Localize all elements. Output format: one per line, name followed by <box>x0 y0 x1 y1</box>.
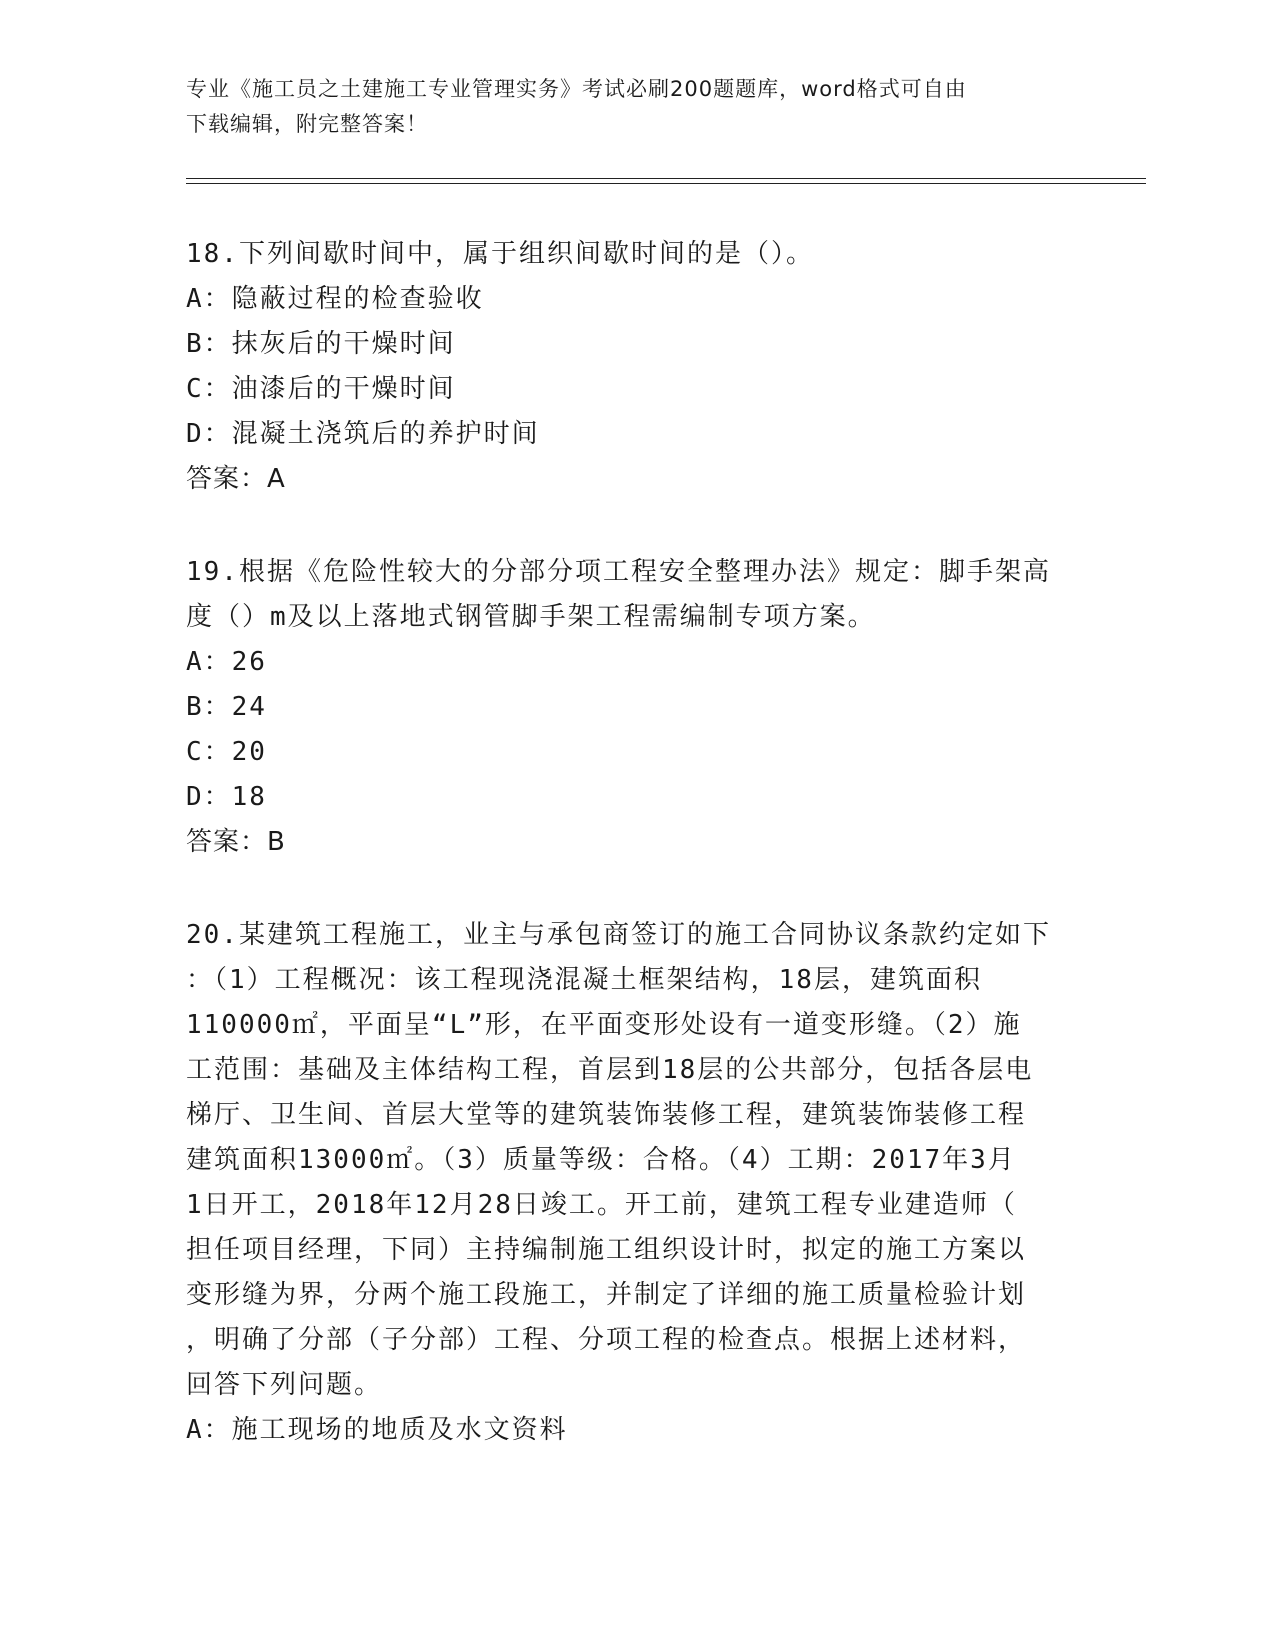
option-a: A：隐蔽过程的检查验收 <box>186 284 484 314</box>
header-line-2: 下载编辑，附完整答案！ <box>186 112 428 136</box>
option-b: B：抹灰后的干燥时间 <box>186 329 456 359</box>
question-stem-line-11: 回答下列问题。 <box>186 1370 383 1400</box>
answer-label: 答案：A <box>186 464 286 494</box>
question-19 <box>186 550 1066 865</box>
question-stem-line-1: 19.根据《危险性较大的分部分项工程安全整理办法》规定：脚手架高 <box>186 557 1051 587</box>
question-stem-line-3: 110000㎡，平面呈“L”形，在平面变形处设有一道变形缝。（2）施 <box>186 1010 1022 1040</box>
answer-label: 答案：B <box>186 827 286 857</box>
option-b: B：24 <box>186 692 267 722</box>
question-list <box>186 232 1066 1501</box>
question-stem-line-5: 梯厅、卫生间、首层大堂等的建筑装饰装修工程，建筑装饰装修工程 <box>186 1100 1027 1130</box>
header-divider-top <box>186 178 1146 179</box>
option-d: D：18 <box>186 782 267 812</box>
header-line-1: 专业《施工员之土建施工专业管理实务》考试必刷200题题库，word格式可自由 <box>186 77 967 101</box>
question-stem-line-8: 担任项目经理，下同）主持编制施工组织设计时，拟定的施工方案以 <box>186 1235 1027 1265</box>
option-d: D：混凝土浇筑后的养护时间 <box>186 419 540 449</box>
question-stem-line-2: 度（）m及以上落地式钢管脚手架工程需编制专项方案。 <box>186 602 876 632</box>
question-stem-line-10: ，明确了分部（子分部）工程、分项工程的检查点。根据上述材料， <box>186 1325 1027 1355</box>
option-c: C：20 <box>186 737 267 767</box>
header-divider-bottom <box>186 183 1146 184</box>
document-header <box>186 72 1066 142</box>
option-c: C：油漆后的干燥时间 <box>186 374 456 404</box>
question-18 <box>186 232 1066 502</box>
option-a: A：施工现场的地质及水文资料 <box>186 1415 568 1445</box>
option-a: A：26 <box>186 647 267 677</box>
question-20 <box>186 913 1066 1453</box>
question-stem-line-2: ：（1）工程概况：该工程现浇混凝土框架结构，18层，建筑面积 <box>186 965 982 995</box>
question-stem-line-6: 建筑面积13000㎡。（3）质量等级：合格。（4）工期：2017年3月 <box>186 1145 1016 1175</box>
question-stem-line-9: 变形缝为界，分两个施工段施工，并制定了详细的施工质量检验计划 <box>186 1280 1027 1310</box>
question-stem-line-4: 工范围：基础及主体结构工程，首层到18层的公共部分，包括各层电 <box>186 1055 1034 1085</box>
question-stem-line-1: 20.某建筑工程施工，业主与承包商签订的施工合同协议条款约定如下 <box>186 920 1051 950</box>
question-stem-line-7: 1日开工，2018年12月28日竣工。开工前，建筑工程专业建造师（ <box>186 1190 1017 1220</box>
question-stem: 18.下列间歇时间中，属于组织间歇时间的是（）。 <box>186 239 814 269</box>
